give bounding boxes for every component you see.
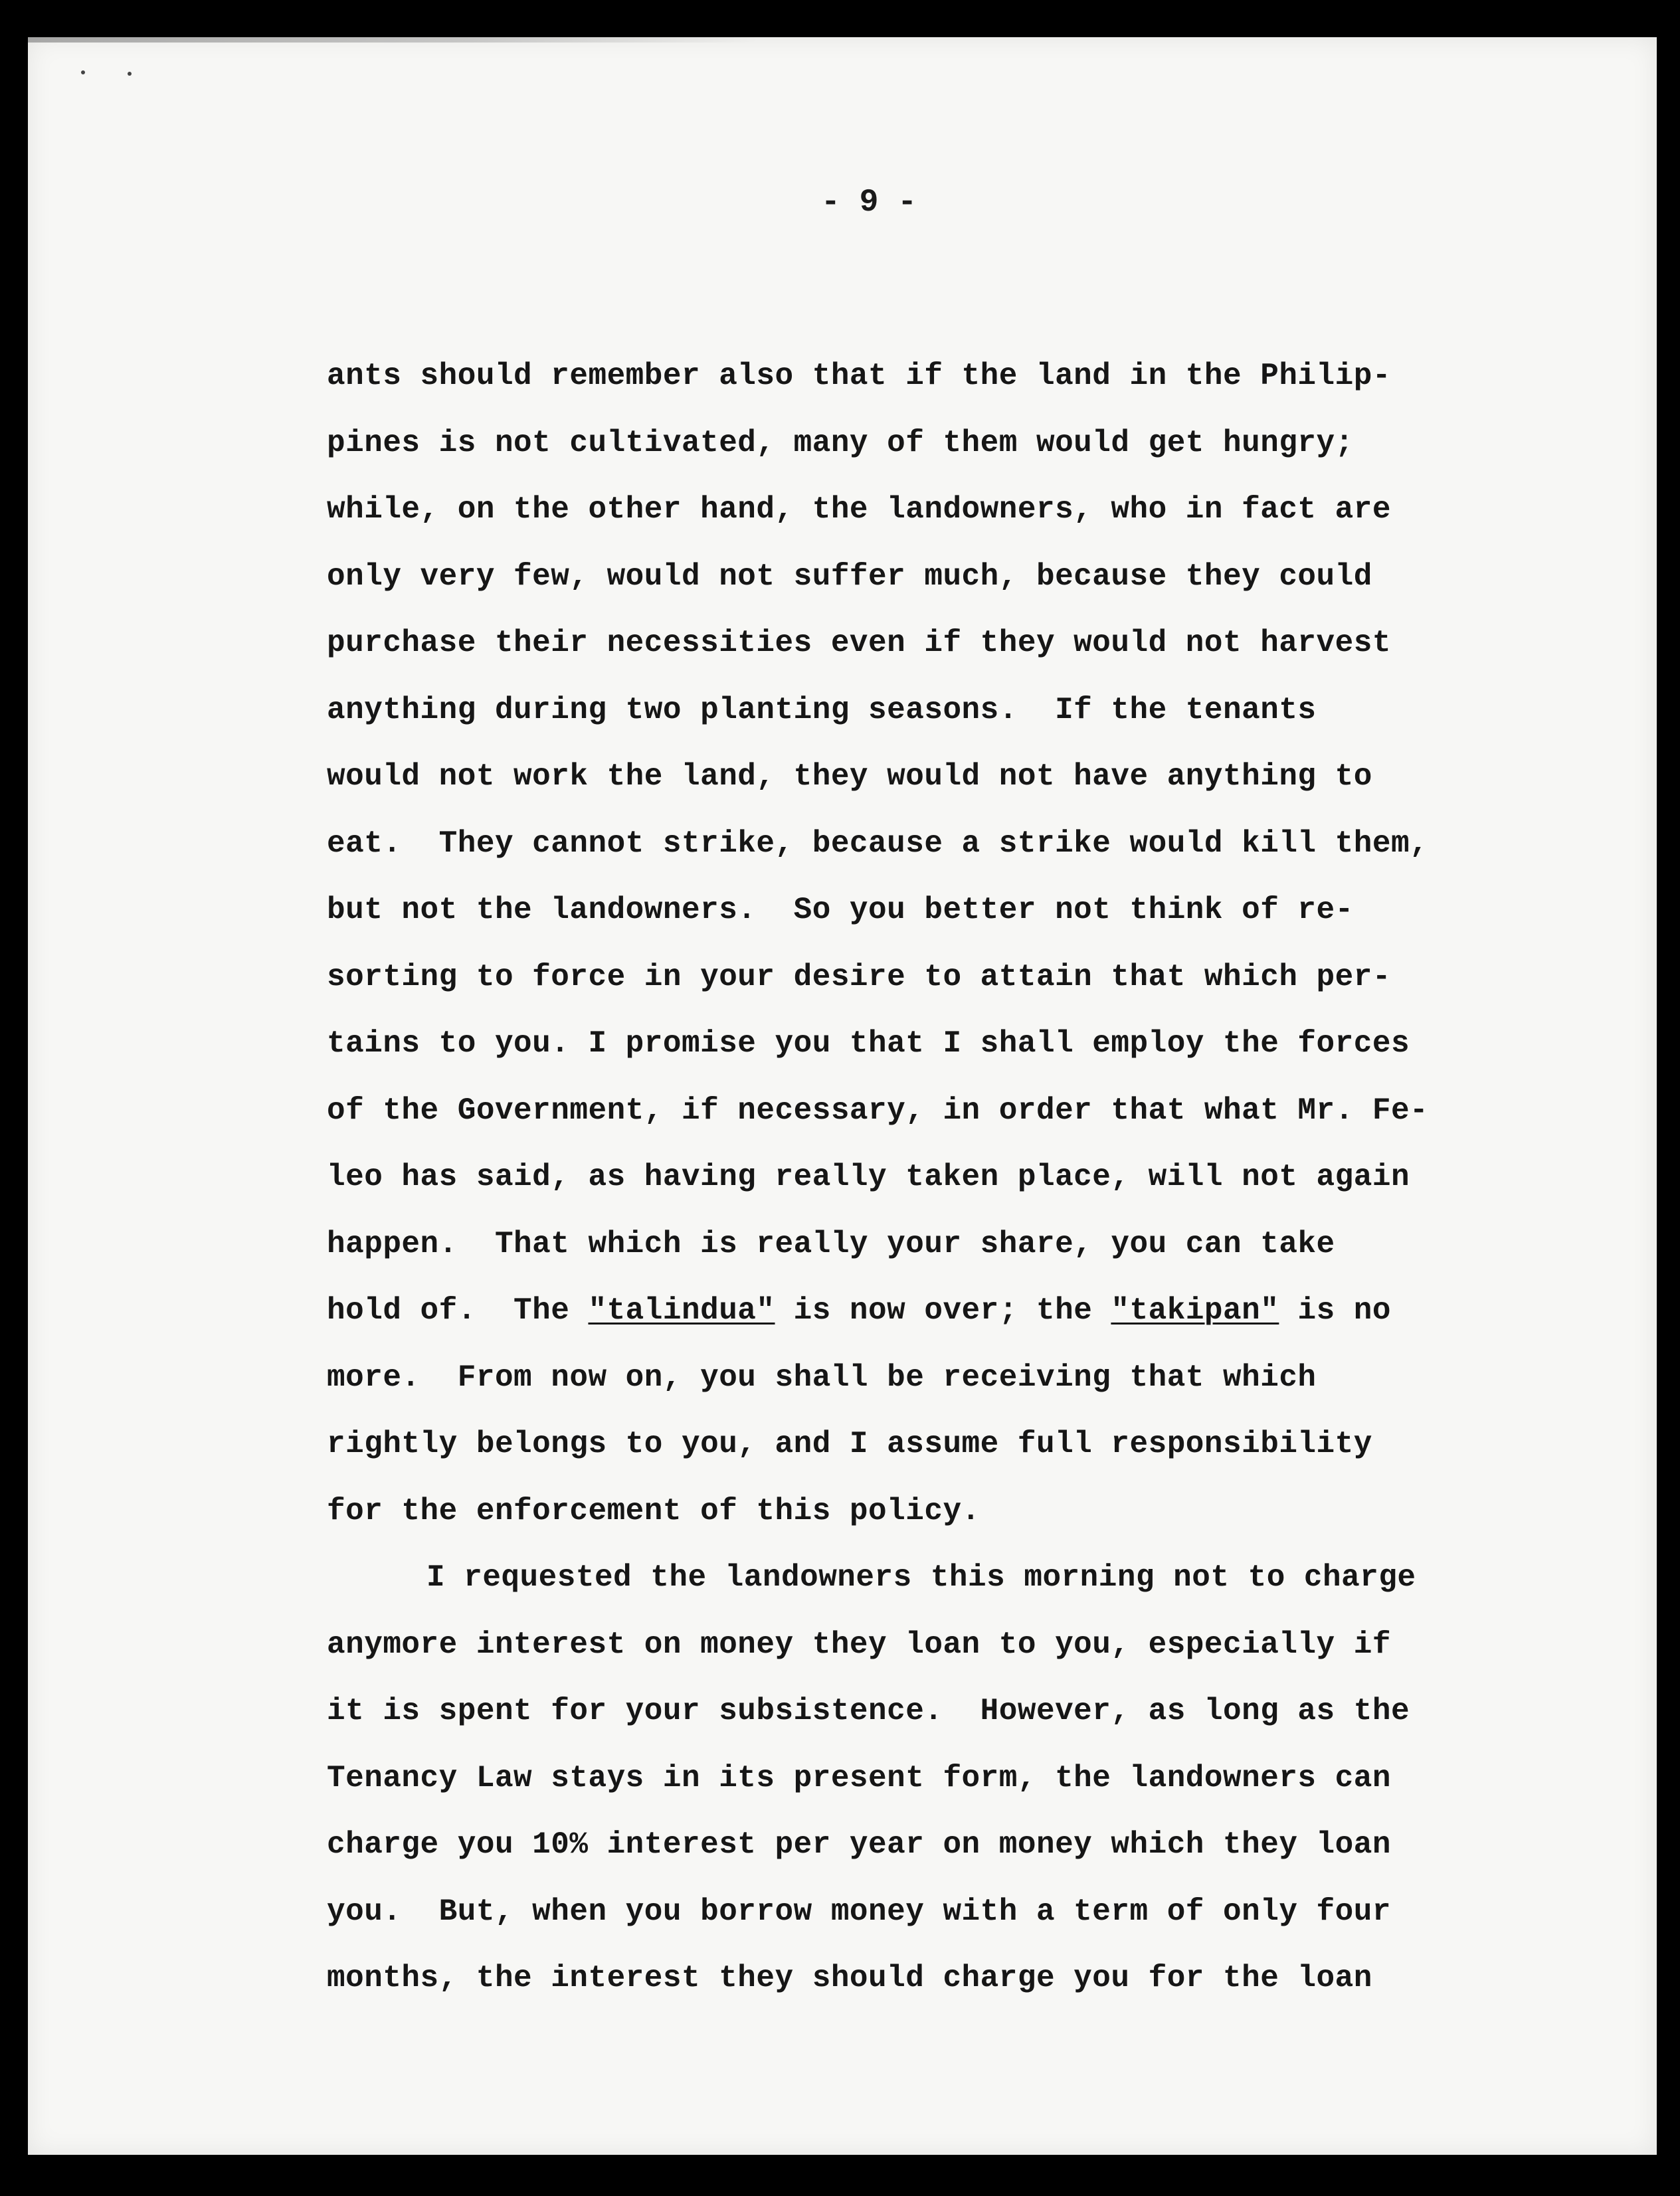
text-line: eat. They cannot strike, because a strike would kill them, <box>327 826 1429 861</box>
text-line: it is spent for your subsistence. However, as long as the <box>327 1694 1410 1728</box>
text-line: purchase their necessities even if they would not harvest <box>327 626 1391 660</box>
text-line: would not work the land, they would not have anything to <box>327 759 1372 794</box>
scan-edge-artifact <box>28 37 759 43</box>
text-line: sorting to force in your desire to attain that which per- <box>327 959 1391 994</box>
text-line: rightly belongs to you, and I assume full responsibility <box>327 1427 1372 1461</box>
page-number: - 9 - <box>820 185 917 221</box>
text-fragment: is no <box>1279 1293 1391 1328</box>
body-text <box>327 343 1556 2012</box>
scan-speck <box>128 72 132 76</box>
text-line-with-terms <box>327 1277 1556 1344</box>
text-line: months, the interest they should charge you for the loan <box>327 1961 1372 1995</box>
underlined-term-takipan: "takipan" <box>1111 1293 1279 1328</box>
text-line: tains to you. I promise you that I shall employ the forces <box>327 1026 1410 1061</box>
document-page <box>28 37 1657 2155</box>
text-line: Tenancy Law stays in its present form, the landowners can <box>327 1760 1391 1795</box>
text-line: but not the landowners. So you better not think of re- <box>327 893 1354 927</box>
text-line: ants should remember also that if the land in the Philip- <box>327 359 1391 393</box>
text-line: anything during two planting seasons. If the tenants <box>327 692 1317 727</box>
underlined-term-talindua: "talindua" <box>588 1293 775 1328</box>
text-line: charge you 10% interest per year on money which they loan <box>327 1827 1391 1862</box>
text-line-indented: I requested the landowners this morning not to charge <box>426 1560 1416 1595</box>
text-line: only very few, would not suffer much, because they could <box>327 559 1372 594</box>
text-fragment: is now over; the <box>775 1293 1111 1328</box>
scan-speck <box>81 70 85 74</box>
text-line: leo has said, as having really taken place, will not again <box>327 1160 1410 1194</box>
text-line: of the Government, if necessary, in order that what Mr. Fe- <box>327 1093 1429 1128</box>
text-line: anymore interest on money they loan to you, especially if <box>327 1627 1391 1662</box>
text-line: you. But, when you borrow money with a term of only four <box>327 1894 1391 1929</box>
text-line: pines is not cultivated, many of them would get hungry; <box>327 425 1354 460</box>
text-line: while, on the other hand, the landowners, who in fact are <box>327 492 1391 527</box>
text-fragment: hold of. The <box>327 1293 589 1328</box>
text-line: for the enforcement of this policy. <box>327 1493 980 1528</box>
text-line: more. From now on, you shall be receiving that which <box>327 1360 1317 1395</box>
text-line: happen. That which is really your share, you can take <box>327 1226 1335 1261</box>
